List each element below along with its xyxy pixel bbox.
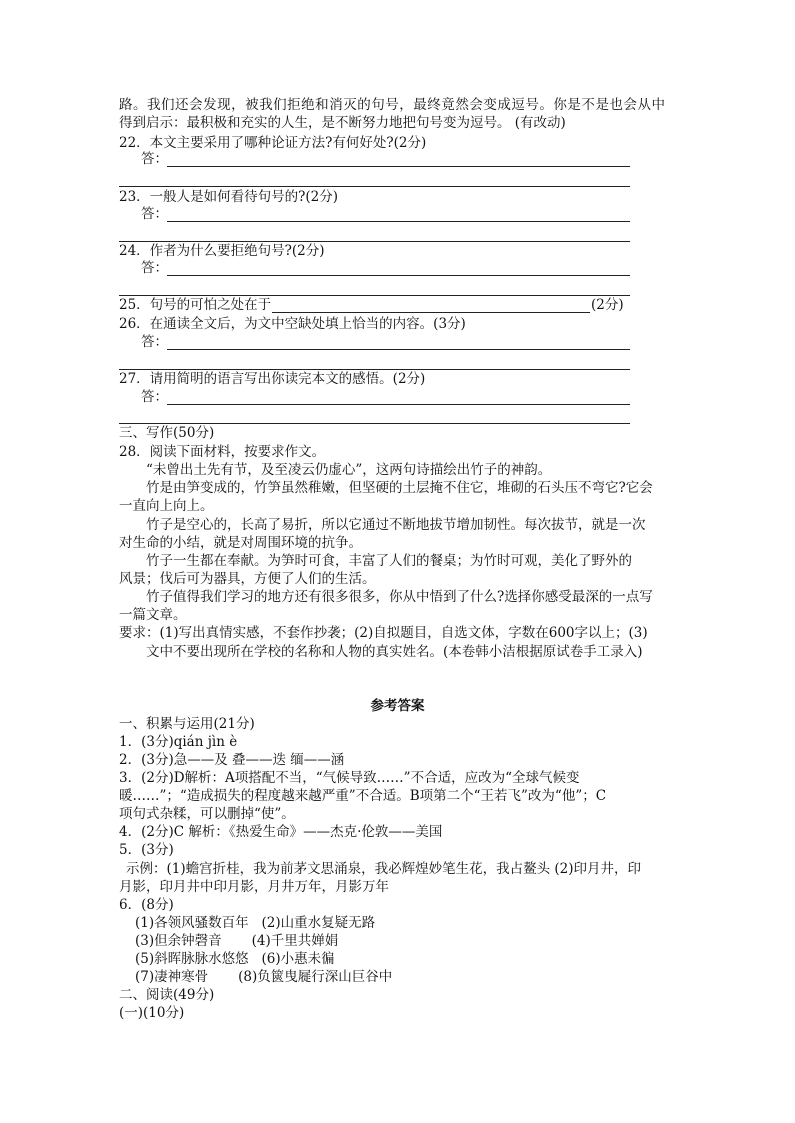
material-paragraph: 竹子一生都在奉献。为笋时可食，丰富了人们的餐桌；为竹时可观，美化了野外的 [146,553,632,569]
answer-label: 答： [141,389,168,405]
section-heading-writing: 三、写作(50分) [119,425,215,441]
answer-item: 示例：(1)蟾宫折桂，我为前茅文思涌泉，我必辉煌妙笔生花，我占鳌头 (2)印月井，印 [126,861,642,877]
answers-title: 参考答案 [370,698,425,714]
answer-line [167,221,630,222]
writing-requirements: 文中不要出现所在学校的名称和人物的真实姓名。(本卷韩小洁根据原试卷手工录入) [146,644,643,660]
answer-item: 项句式杂糅，可以删掉“使”。 [119,806,295,822]
material-paragraph: 对生命的小结，就是对周围环境的抗争。 [119,535,362,551]
question-22: 22．本文主要采用了哪种论证方法?有何好处?(2分) [119,135,427,151]
answer-item: 6．(8分) [119,897,174,913]
intro-line-1: 路。我们还会发现，被我们拒绝和消灭的句号，最终竟然会变成逗号。你是不是也会从中 [119,97,665,113]
answer-item: 暖……”；“造成损失的程度越来越严重”不合适。B项第二个“王若飞”改为“他”；C [119,788,607,804]
answer-item: 1．(3分)qián jìn è [119,734,238,750]
material-paragraph: 竹是由笋变成的，竹笋虽然稚嫩，但坚硬的土层掩不住它，堆砌的石头压不弯它?它会 [146,480,653,496]
question-28: 28．阅读下面材料，按要求作文。 [119,444,326,460]
writing-requirements: 要求：(1)写出真情实感，不套作抄袭；(2)自拟题目，自选文体，字数在600字以上；(3) [119,625,648,641]
answer-label: 答： [141,334,168,350]
intro-line-2: 得到启示：最积极和充实的人生，是不断努力地把句号变为逗号。 (有改动) [119,115,566,131]
answer-item: (1)各领风骚数百年 (2)山重水复疑无路 [135,915,376,931]
answer-label: 答： [141,260,168,276]
material-paragraph: 竹子是空心的，长高了易折，所以它通过不断地拔节增加韧性。每次拔节，就是一次 [146,517,646,533]
answer-line [167,349,630,350]
material-paragraph: 竹子值得我们学习的地方还有很多很多，你从中悟到了什么?选择你感受最深的一点写 [146,589,653,605]
answer-line [167,275,630,276]
section-heading: 一、积累与运用(21分) [119,716,255,732]
answer-item: 2．(3分)急——及 叠——迭 缅——涵 [119,752,345,768]
question-26: 26．在通读全文后，为文中空缺处填上恰当的内容。(3分) [119,316,466,332]
material-paragraph: 风景；伐后可为器具，方便了人们的生活。 [119,571,376,587]
answer-item: (7)凄神寒骨 (8)负篋曳屣行深山巨谷中 [135,969,393,985]
answer-label: 答： [141,206,168,222]
answer-line [167,404,630,405]
answer-item: 4．(2分)C 解析：《热爱生命》——杰克·伦敦——美国 [119,824,443,840]
section-heading: (一)(10分) [119,1005,185,1021]
question-24: 24．作者为什么要拒绝句号?(2分) [119,243,325,259]
material-paragraph: 一篇文章。 [119,607,187,623]
material-paragraph: “未曾出土先有节，及至凌云仍虚心”，这两句诗描绘出竹子的神韵。 [146,462,552,478]
question-23: 23．一般人是如何看待句号的?(2分) [119,189,339,205]
answer-item: (5)斜晖脉脉水悠悠 (6)小惠未徧 [135,951,335,967]
answer-item: 月影，印月井中印月影，月井万年，月影万年 [119,879,389,895]
fill-in-blank[interactable] [272,312,590,313]
question-25: 25．句号的可怕之处在于 [119,297,272,313]
answer-line [119,186,630,187]
question-27: 27．请用简明的语言写出你读完本文的感悟。(2分) [119,371,426,387]
question-25-score: (2分) [591,297,624,313]
answer-line [167,166,630,167]
answer-label: 答： [141,151,168,167]
answer-item: (3)但余钟磬音 (4)千里共婵娟 [135,933,339,949]
answer-item: 5．(3分) [119,842,174,858]
answer-item: 3．(2分)D解析：A项搭配不当，“气候导致……”不合适，应改为“全球气候变 [119,770,580,786]
material-paragraph: 一直向上向上。 [119,498,214,514]
section-heading: 二、阅读(49分) [119,987,215,1003]
